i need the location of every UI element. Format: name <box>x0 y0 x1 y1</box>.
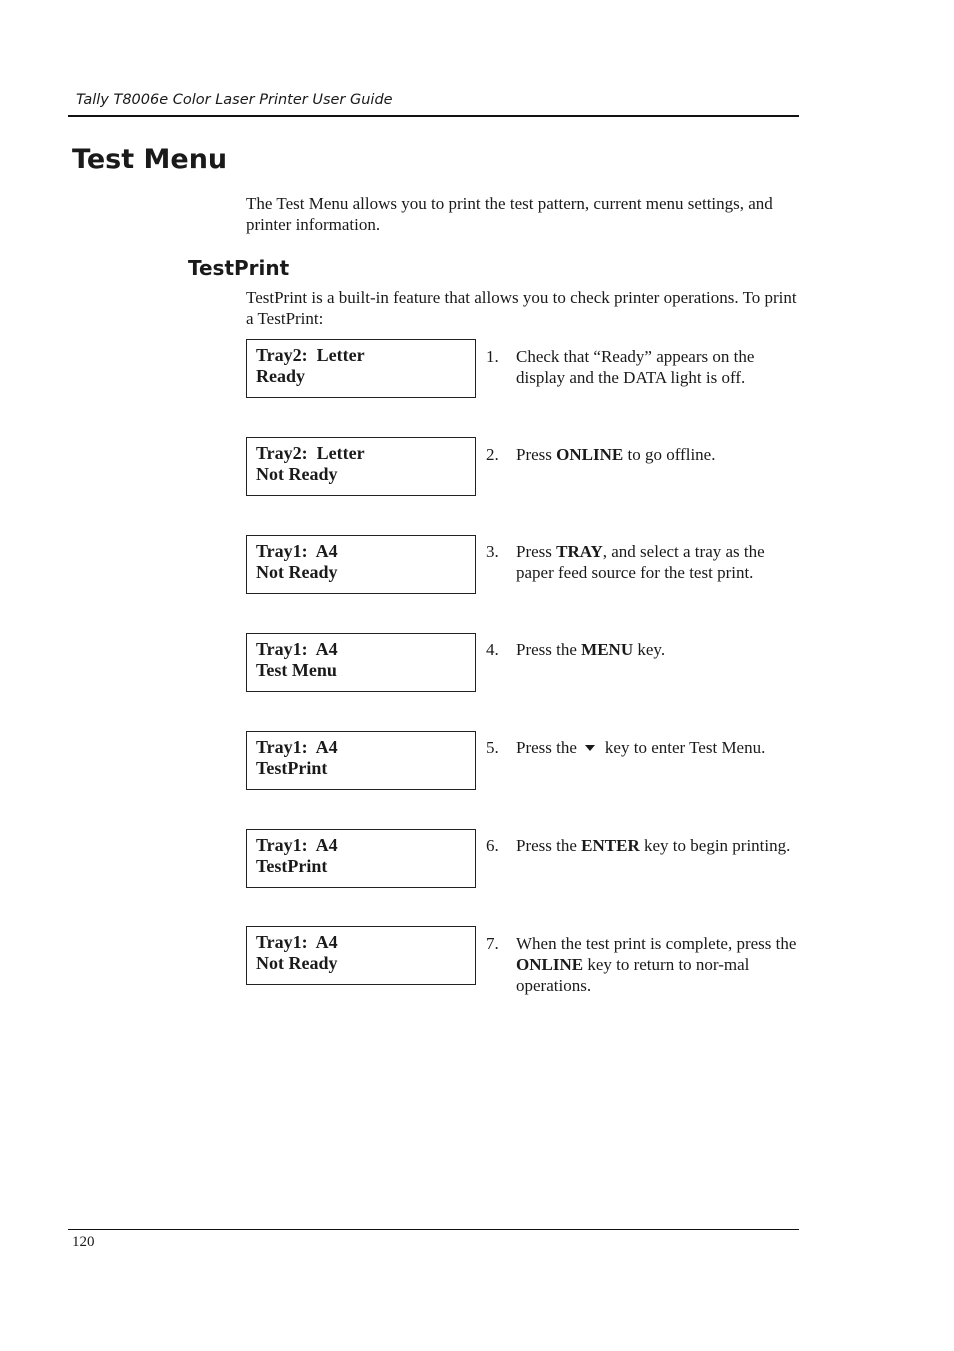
step-number: 3. <box>486 542 499 561</box>
lcd-line-1: Tray1: A4 <box>256 541 338 561</box>
step-text: Press the key to enter Test Menu. <box>516 738 766 757</box>
lcd-line-1: Tray2: Letter <box>256 345 365 365</box>
lcd-display-step-4 <box>246 633 476 692</box>
page-number: 120 <box>72 1234 95 1250</box>
lcd-line-2: Test Menu <box>256 660 337 680</box>
lcd-display-step-2 <box>246 437 476 496</box>
step-number: 2. <box>486 445 499 464</box>
lcd-line-2: Not Ready <box>256 464 338 484</box>
lcd-line-1: Tray1: A4 <box>256 932 338 952</box>
header-rule <box>68 115 799 117</box>
lcd-line-1: Tray1: A4 <box>256 835 338 855</box>
intro-paragraph: The Test Menu allows you to print the test pattern, current menu settings, and printer information. <box>246 194 773 234</box>
section-intro: TestPrint is a built-in feature that allows you to check printer operations. To print a TestPrint: <box>246 288 797 328</box>
key-enter: ENTER <box>581 836 640 855</box>
lcd-display-step-7 <box>246 926 476 985</box>
running-header: Tally T8006e Color Laser Printer User Guide <box>76 92 393 108</box>
key-online: ONLINE <box>516 955 584 974</box>
lcd-line-2: Ready <box>256 366 305 386</box>
step-text: When the test print is complete, press the ONLINE key to return to nor-mal operations. <box>516 934 797 995</box>
lcd-display-step-6 <box>246 829 476 888</box>
step-text: Press the MENU key. <box>516 640 666 659</box>
lcd-display-step-3 <box>246 535 476 594</box>
step-number: 1. <box>486 347 499 366</box>
key-online: ONLINE <box>556 445 624 464</box>
lcd-line-1: Tray1: A4 <box>256 639 338 659</box>
page-title: Test Menu <box>72 144 228 175</box>
step-number: 6. <box>486 836 499 855</box>
lcd-line-2: TestPrint <box>256 758 328 778</box>
step-number: 4. <box>486 640 499 659</box>
lcd-line-2: Not Ready <box>256 562 338 582</box>
down-arrow-icon <box>585 745 595 751</box>
key-menu: MENU <box>581 640 634 659</box>
step-text: Press ONLINE to go offline. <box>516 445 716 464</box>
key-tray: TRAY <box>556 542 603 561</box>
lcd-display-step-1 <box>246 339 476 398</box>
section-title: TestPrint <box>188 256 290 280</box>
footer-rule <box>68 1229 799 1230</box>
lcd-display-step-5 <box>246 731 476 790</box>
step-text: Press TRAY, and select a tray as the paper feed source for the test print. <box>516 542 765 582</box>
lcd-line-1: Tray1: A4 <box>256 737 338 757</box>
step-number: 5. <box>486 738 499 757</box>
step-text: Press the ENTER key to begin printing. <box>516 836 791 855</box>
lcd-line-1: Tray2: Letter <box>256 443 365 463</box>
lcd-line-2: TestPrint <box>256 856 328 876</box>
lcd-line-2: Not Ready <box>256 953 338 973</box>
step-text: Check that “Ready” appears on the display and the DATA light is off. <box>516 347 755 387</box>
step-number: 7. <box>486 934 499 953</box>
